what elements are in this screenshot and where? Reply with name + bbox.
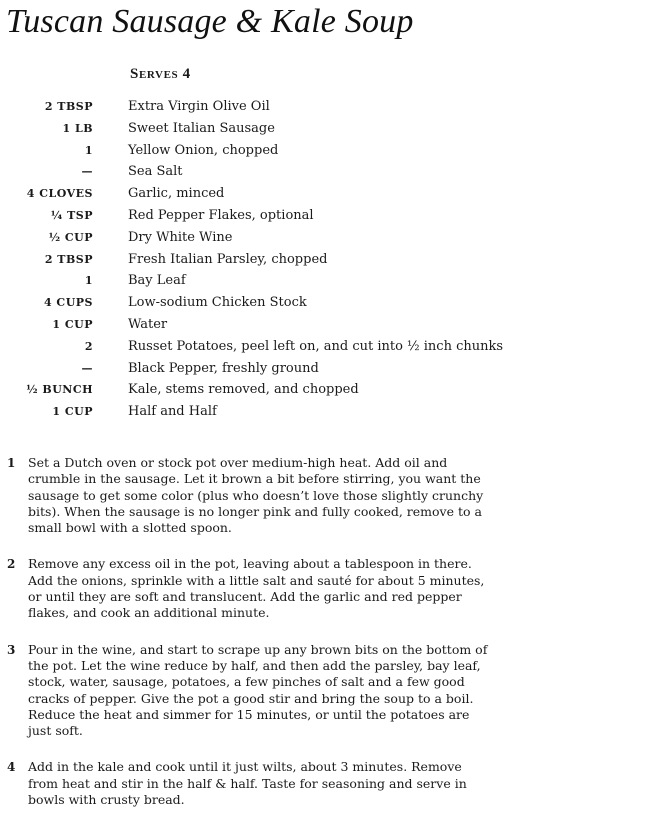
ingredient-row <box>0 118 650 140</box>
ingredient-row <box>0 358 650 380</box>
instruction-step <box>0 642 650 740</box>
ingredient-name: Water <box>128 316 168 332</box>
ingredient-name: Fresh Italian Parsley, chopped <box>128 251 328 267</box>
ingredient-quantity: ¼ TSP <box>50 208 93 222</box>
step-text: Add in the kale and cook until it just wilts, about 3 minutes. Remove from heat and stir in the half & half. Taste for seasoning and serve in bowls with crusty bread. <box>28 759 467 808</box>
instruction-step <box>0 455 650 536</box>
step-number: 3 <box>7 642 16 657</box>
step-number: 1 <box>7 456 16 470</box>
ingredient-name: Red Pepper Flakes, optional <box>128 207 314 223</box>
ingredient-name: Dry White Wine <box>128 229 233 245</box>
ingredient-quantity: 1 CUP <box>52 317 93 331</box>
ingredient-row <box>0 183 650 205</box>
ingredient-name: Bay Leaf <box>128 273 186 289</box>
ingredient-name: Sweet Italian Sausage <box>128 120 275 136</box>
instruction-steps <box>0 455 650 828</box>
ingredient-quantity: — <box>81 361 93 375</box>
ingredient-name: Kale, stems removed, and chopped <box>128 382 359 398</box>
ingredient-quantity: ½ CUP <box>48 230 93 244</box>
ingredient-row <box>0 96 650 118</box>
ingredient-quantity: 1 LB <box>62 121 93 135</box>
step-text: Pour in the wine, and start to scrape up any brown bits on the bottom of the pot. Let the wine reduce by half, and then add the parsley, bay leaf, stock, water, sausage, potatoes, a few pinches of salt and a few good cracks of pepper. Give the pot a good stir and bring the soup to a boil. Reduce the heat and simmer for 15 minutes, or until the potatoes are just soft. <box>28 641 488 739</box>
instruction-step <box>0 759 650 808</box>
step-text: Remove any excess oil in the pot, leaving about a tablespoon in there. Add the onions, sprinkle with a little salt and sauté for about 5 minutes, or until they are soft and translucent. Add the garlic and red pepper flakes, and cook an additional minute. <box>28 556 485 621</box>
ingredient-row <box>0 314 650 336</box>
ingredient-name: Garlic, minced <box>128 186 225 202</box>
ingredient-row <box>0 401 650 423</box>
ingredient-quantity: — <box>81 165 93 179</box>
ingredient-quantity: 1 <box>84 274 93 288</box>
ingredient-row <box>0 227 650 249</box>
ingredient-row <box>0 140 650 162</box>
ingredient-name: Yellow Onion, chopped <box>128 142 279 158</box>
ingredient-name: Extra Virgin Olive Oil <box>128 99 270 114</box>
serves-label: Serves 4 <box>130 66 191 82</box>
ingredient-name: Russet Potatoes, peel left on, and cut into ½ inch chunks <box>128 338 504 354</box>
ingredient-quantity: 4 CUPS <box>43 296 93 310</box>
step-text: Set a Dutch oven or stock pot over medium-high heat. Add oil and crumble in the sausage. Let it brown a bit before stirring, you want the sausage to get some color (plus who doesn’t love those slightly crunchy bits). When the sausage is no longer pink and fully cooked, remove to a small bowl with a slotted spoon. <box>28 455 484 536</box>
ingredient-row <box>0 161 650 183</box>
ingredient-row <box>0 270 650 292</box>
ingredient-name: Half and Half <box>128 404 217 420</box>
ingredient-list <box>0 96 650 423</box>
ingredient-row <box>0 249 650 271</box>
ingredient-quantity: 1 <box>84 143 93 157</box>
recipe-title: Tuscan Sausage & Kale Soup <box>6 3 414 40</box>
ingredient-quantity: 1 CUP <box>52 405 93 419</box>
ingredient-quantity: ½ BUNCH <box>26 383 93 397</box>
ingredient-name: Sea Salt <box>128 164 183 180</box>
ingredient-quantity: 2 TBSP <box>44 252 93 266</box>
ingredient-quantity: 2 TBSP <box>44 100 93 113</box>
ingredient-row <box>0 292 650 314</box>
ingredient-row <box>0 205 650 227</box>
ingredient-name: Low-sodium Chicken Stock <box>128 295 307 311</box>
instruction-step <box>0 556 650 621</box>
ingredient-quantity: 2 <box>84 339 93 353</box>
step-number: 4 <box>7 760 16 775</box>
step-number: 2 <box>7 557 16 572</box>
ingredient-quantity: 4 CLOVES <box>26 187 93 201</box>
ingredient-name: Black Pepper, freshly ground <box>128 360 319 376</box>
ingredient-row <box>0 379 650 401</box>
ingredient-row <box>0 336 650 358</box>
